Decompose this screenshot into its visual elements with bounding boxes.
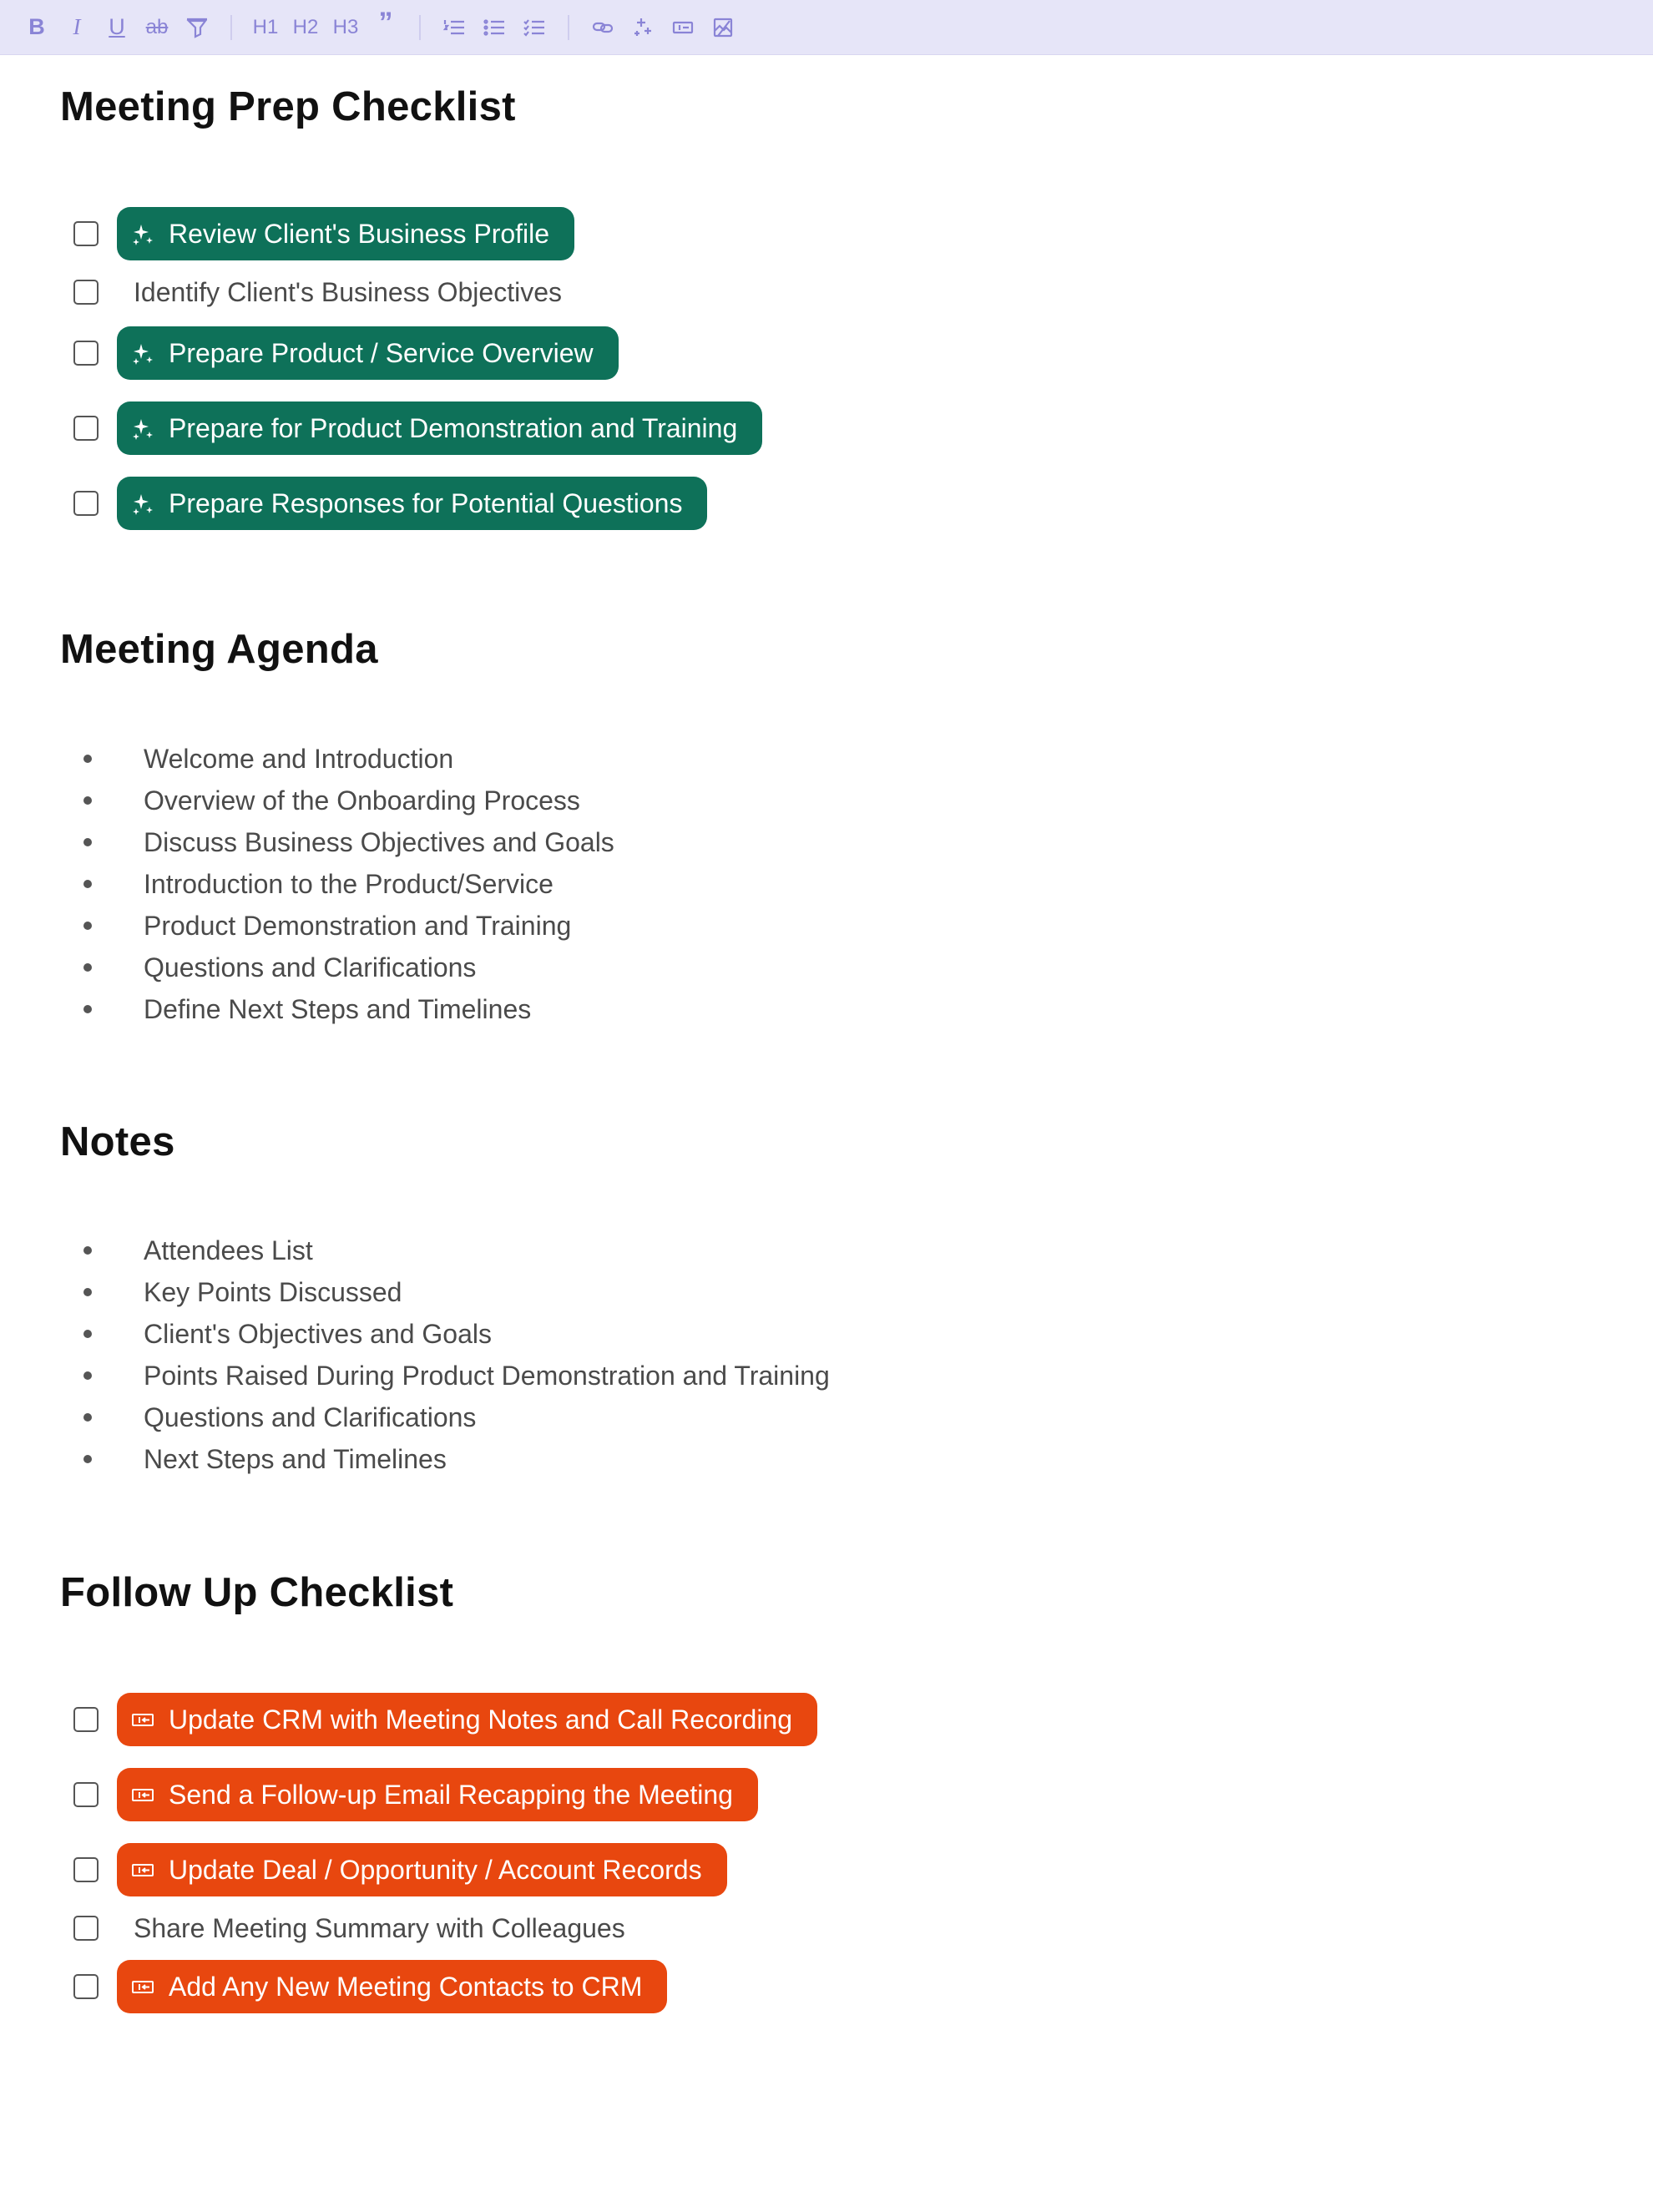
checklist-row	[73, 401, 762, 455]
list-item	[73, 1396, 830, 1438]
list-item	[73, 1313, 830, 1355]
task-checkbox[interactable]	[73, 1857, 99, 1882]
task-checkbox[interactable]	[73, 416, 99, 441]
agenda-list	[73, 738, 614, 1030]
crm-action-chip[interactable]	[117, 1843, 727, 1896]
list-item	[73, 821, 614, 863]
task-checkbox[interactable]	[73, 341, 99, 366]
bullet-icon	[83, 922, 92, 930]
field-icon	[130, 1707, 155, 1732]
checklist-row	[73, 265, 562, 319]
list-item	[73, 947, 614, 988]
agenda-heading: Meeting Agenda	[60, 627, 378, 672]
crm-action-chip[interactable]	[117, 1693, 817, 1746]
list-item-text: Questions and Clarifications	[144, 1401, 477, 1432]
sparkle-icon	[130, 341, 155, 366]
notes-heading: Notes	[60, 1119, 175, 1164]
ai-task-chip[interactable]	[117, 326, 619, 380]
underline-icon: U	[109, 14, 125, 39]
task-label: Prepare Responses for Potential Questions	[169, 487, 683, 518]
toolbar-divider	[230, 15, 232, 40]
task-label: Send a Follow-up Email Recapping the Meeting	[169, 1779, 733, 1810]
list-item	[73, 738, 614, 780]
task-label: Identify Client's Business Objectives	[134, 276, 562, 307]
field-icon	[130, 1782, 155, 1807]
checklist-row	[73, 207, 574, 260]
list-item-text: Points Raised During Product Demonstration and Training	[144, 1360, 830, 1391]
list-item-text: Discuss Business Objectives and Goals	[144, 826, 614, 857]
task-label: Review Client's Business Profile	[169, 218, 550, 249]
list-item-text: Overview of the Onboarding Process	[144, 785, 580, 816]
list-item	[73, 863, 614, 905]
task-label: Prepare Product / Service Overview	[169, 337, 594, 368]
list-item	[73, 1438, 830, 1480]
bullet-icon	[83, 963, 92, 972]
quote-icon: ”	[378, 7, 393, 38]
toolbar-divider	[419, 15, 421, 40]
list-item-text: Next Steps and Timelines	[144, 1443, 447, 1474]
list-item-text: Define Next Steps and Timelines	[144, 993, 532, 1024]
list-item	[73, 988, 614, 1030]
sparkle-icon	[631, 16, 655, 39]
list-item	[73, 780, 614, 821]
bullet-icon	[83, 880, 92, 888]
heading2-button[interactable]	[286, 8, 326, 48]
notes-list	[73, 1230, 830, 1480]
list-item	[73, 1230, 830, 1271]
task-label: Add Any New Meeting Contacts to CRM	[169, 1971, 643, 2002]
formatting-toolbar	[0, 0, 1653, 55]
bullet-icon	[83, 838, 92, 846]
task-checkbox[interactable]	[73, 1974, 99, 1999]
list-item-text: Attendees List	[144, 1235, 313, 1265]
image-icon	[711, 16, 735, 39]
bullet-list-icon	[483, 16, 506, 39]
numbered-list-icon	[442, 16, 466, 39]
strikethrough-button[interactable]	[137, 8, 177, 48]
highlight-button[interactable]	[177, 8, 217, 48]
task-checkbox[interactable]	[73, 1916, 99, 1941]
numbered-list-button[interactable]	[434, 8, 474, 48]
task-checkbox[interactable]	[73, 1782, 99, 1807]
sparkle-icon	[130, 221, 155, 246]
checklist-row	[73, 1843, 727, 1896]
checklist-row	[73, 1901, 625, 1955]
field-icon	[130, 1857, 155, 1882]
bullet-icon	[83, 1413, 92, 1422]
h3-label: H3	[332, 15, 359, 38]
list-item-text: Client's Objectives and Goals	[144, 1318, 492, 1349]
task-checkbox[interactable]	[73, 1707, 99, 1732]
bold-button[interactable]	[17, 8, 57, 48]
link-button[interactable]	[583, 8, 623, 48]
ai-task-chip[interactable]	[117, 401, 762, 455]
prep-checklist-heading: Meeting Prep Checklist	[60, 84, 516, 129]
task-checkbox[interactable]	[73, 491, 99, 516]
followup-checklist-heading: Follow Up Checklist	[60, 1570, 454, 1615]
task-label: Share Meeting Summary with Colleagues	[134, 1912, 625, 1943]
image-button[interactable]	[703, 8, 743, 48]
bold-icon: B	[28, 14, 45, 39]
italic-button[interactable]	[57, 8, 97, 48]
list-item-text: Product Demonstration and Training	[144, 910, 572, 941]
sparkle-icon	[130, 416, 155, 441]
h2-label: H2	[292, 15, 319, 38]
insert-field-button[interactable]	[663, 8, 703, 48]
italic-icon: I	[73, 14, 81, 39]
field-icon	[671, 16, 695, 39]
sparkle-icon	[130, 491, 155, 516]
ai-task-chip[interactable]	[117, 477, 707, 530]
checklist-row	[73, 477, 707, 530]
list-item-text: Key Points Discussed	[144, 1276, 402, 1307]
crm-action-chip[interactable]	[117, 1960, 667, 2013]
list-item-text: Introduction to the Product/Service	[144, 868, 554, 899]
list-item-text: Welcome and Introduction	[144, 743, 454, 774]
bullet-icon	[83, 1005, 92, 1013]
strikethrough-icon: ab	[145, 15, 169, 38]
bullet-list-button[interactable]	[474, 8, 514, 48]
bullet-icon	[83, 1288, 92, 1296]
heading1-button[interactable]	[245, 8, 286, 48]
bullet-icon	[83, 755, 92, 763]
bullet-icon	[83, 1371, 92, 1380]
highlighter-icon	[185, 16, 209, 39]
list-item	[73, 1271, 830, 1313]
task-checkbox[interactable]	[73, 280, 99, 305]
field-icon	[130, 1974, 155, 1999]
checklist-row	[73, 1768, 758, 1821]
checklist-icon	[523, 16, 546, 39]
bullet-icon	[83, 796, 92, 805]
bullet-icon	[83, 1455, 92, 1463]
task-label: Prepare for Product Demonstration and Training	[169, 412, 738, 443]
bullet-icon	[83, 1330, 92, 1338]
task-checkbox[interactable]	[73, 221, 99, 246]
checklist-row	[73, 326, 619, 380]
checklist-row	[73, 1960, 667, 2013]
bullet-icon	[83, 1246, 92, 1255]
task-label: Update Deal / Opportunity / Account Records	[169, 1854, 702, 1885]
quote-button[interactable]	[366, 8, 406, 48]
ai-task-chip[interactable]	[117, 207, 574, 260]
task-label: Update CRM with Meeting Notes and Call Recording	[169, 1704, 793, 1735]
heading3-button[interactable]	[326, 8, 366, 48]
crm-action-chip[interactable]	[117, 1768, 758, 1821]
list-item	[73, 905, 614, 947]
list-item	[73, 1355, 830, 1396]
toolbar-divider	[568, 15, 569, 40]
list-item-text: Questions and Clarifications	[144, 952, 477, 982]
underline-button[interactable]	[97, 8, 137, 48]
checklist-row	[73, 1693, 817, 1746]
checklist-button[interactable]	[514, 8, 554, 48]
h1-label: H1	[252, 15, 279, 38]
ai-sparkle-button[interactable]	[623, 8, 663, 48]
link-icon	[591, 16, 614, 39]
